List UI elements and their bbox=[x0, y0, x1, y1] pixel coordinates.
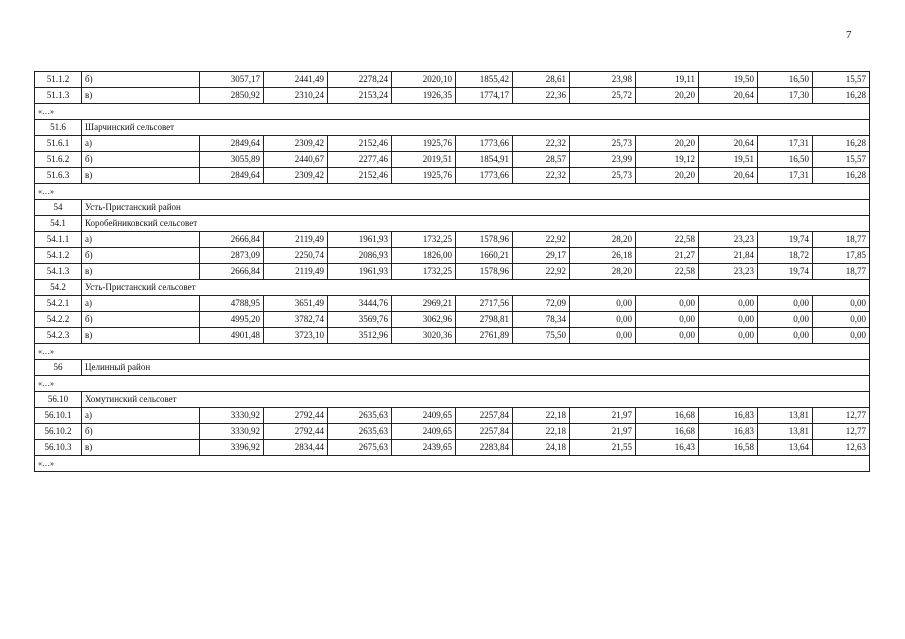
row-label: б) bbox=[82, 248, 200, 264]
value-cell: 2666,84 bbox=[200, 232, 264, 248]
value-cell: 16,28 bbox=[813, 136, 870, 152]
value-cell: 15,57 bbox=[813, 72, 870, 88]
value-cell: 16,83 bbox=[699, 424, 758, 440]
value-cell: 22,32 bbox=[513, 168, 570, 184]
value-cell: 28,20 bbox=[570, 232, 636, 248]
value-cell: 20,64 bbox=[699, 88, 758, 104]
value-cell: 2850,92 bbox=[200, 88, 264, 104]
table-row bbox=[35, 72, 870, 88]
value-cell: 13,81 bbox=[758, 424, 813, 440]
value-cell: 22,18 bbox=[513, 408, 570, 424]
value-cell: 16,50 bbox=[758, 152, 813, 168]
table-row bbox=[35, 408, 870, 424]
row-code: 56.10.3 bbox=[35, 440, 82, 456]
value-cell: 20,20 bbox=[636, 88, 699, 104]
value-cell: 19,12 bbox=[636, 152, 699, 168]
value-cell: 2250,74 bbox=[264, 248, 328, 264]
section-name: Усть-Пристанский район bbox=[82, 200, 870, 216]
value-cell: 2792,44 bbox=[264, 424, 328, 440]
table-row bbox=[35, 248, 870, 264]
value-cell: 18,77 bbox=[813, 264, 870, 280]
value-cell: 3723,10 bbox=[264, 328, 328, 344]
ellipsis-row bbox=[35, 456, 870, 472]
page-number: 7 bbox=[846, 29, 852, 41]
value-cell: 2019,51 bbox=[392, 152, 456, 168]
row-label: в) bbox=[82, 440, 200, 456]
value-cell: 3512,96 bbox=[328, 328, 392, 344]
table-row bbox=[35, 136, 870, 152]
value-cell: 23,23 bbox=[699, 264, 758, 280]
value-cell: 21,84 bbox=[699, 248, 758, 264]
row-label: а) bbox=[82, 408, 200, 424]
section-name: Коробейниковский сельсовет bbox=[82, 216, 870, 232]
row-label: в) bbox=[82, 168, 200, 184]
value-cell: 1773,66 bbox=[456, 136, 513, 152]
section-name: Усть-Пристанский сельсовет bbox=[82, 280, 870, 296]
value-cell: 2409,65 bbox=[392, 424, 456, 440]
value-cell: 13,64 bbox=[758, 440, 813, 456]
value-cell: 25,72 bbox=[570, 88, 636, 104]
value-cell: 3396,92 bbox=[200, 440, 264, 456]
value-cell: 0,00 bbox=[813, 328, 870, 344]
value-cell: 2152,46 bbox=[328, 168, 392, 184]
omission-marker: «…» bbox=[35, 456, 870, 472]
value-cell: 1774,17 bbox=[456, 88, 513, 104]
value-cell: 23,98 bbox=[570, 72, 636, 88]
value-cell: 28,57 bbox=[513, 152, 570, 168]
value-cell: 16,50 bbox=[758, 72, 813, 88]
value-cell: 3782,74 bbox=[264, 312, 328, 328]
value-cell: 2798,81 bbox=[456, 312, 513, 328]
ellipsis-row bbox=[35, 344, 870, 360]
value-cell: 17,31 bbox=[758, 168, 813, 184]
ellipsis-row bbox=[35, 104, 870, 120]
row-label: б) bbox=[82, 152, 200, 168]
value-cell: 2666,84 bbox=[200, 264, 264, 280]
value-cell: 0,00 bbox=[813, 312, 870, 328]
value-cell: 0,00 bbox=[636, 328, 699, 344]
value-cell: 3020,36 bbox=[392, 328, 456, 344]
value-cell: 20,20 bbox=[636, 136, 699, 152]
value-cell: 12,77 bbox=[813, 408, 870, 424]
row-label: а) bbox=[82, 136, 200, 152]
value-cell: 16,83 bbox=[699, 408, 758, 424]
table-row bbox=[35, 328, 870, 344]
value-cell: 1926,35 bbox=[392, 88, 456, 104]
row-code: 51.6.3 bbox=[35, 168, 82, 184]
value-cell: 4995,20 bbox=[200, 312, 264, 328]
section-code: 54 bbox=[35, 200, 82, 216]
value-cell: 28,61 bbox=[513, 72, 570, 88]
value-cell: 0,00 bbox=[570, 328, 636, 344]
value-cell: 78,34 bbox=[513, 312, 570, 328]
ellipsis-row bbox=[35, 376, 870, 392]
value-cell: 21,55 bbox=[570, 440, 636, 456]
value-cell: 13,81 bbox=[758, 408, 813, 424]
value-cell: 23,23 bbox=[699, 232, 758, 248]
value-cell: 2761,89 bbox=[456, 328, 513, 344]
value-cell: 1578,96 bbox=[456, 264, 513, 280]
value-cell: 2278,24 bbox=[328, 72, 392, 88]
value-cell: 0,00 bbox=[570, 312, 636, 328]
row-label: в) bbox=[82, 88, 200, 104]
value-cell: 2277,46 bbox=[328, 152, 392, 168]
value-cell: 2635,63 bbox=[328, 424, 392, 440]
value-cell: 25,73 bbox=[570, 168, 636, 184]
table-row bbox=[35, 312, 870, 328]
row-code: 54.1.2 bbox=[35, 248, 82, 264]
value-cell: 3569,76 bbox=[328, 312, 392, 328]
value-cell: 2439,65 bbox=[392, 440, 456, 456]
value-cell: 0,00 bbox=[758, 328, 813, 344]
section-row bbox=[35, 120, 870, 136]
value-cell: 20,20 bbox=[636, 168, 699, 184]
row-label: б) bbox=[82, 72, 200, 88]
section-name: Целинный район bbox=[82, 360, 870, 376]
value-cell: 0,00 bbox=[699, 312, 758, 328]
value-cell: 3444,76 bbox=[328, 296, 392, 312]
value-cell: 18,72 bbox=[758, 248, 813, 264]
value-cell: 2257,84 bbox=[456, 424, 513, 440]
row-code: 51.1.3 bbox=[35, 88, 82, 104]
value-cell: 19,11 bbox=[636, 72, 699, 88]
row-label: в) bbox=[82, 328, 200, 344]
value-cell: 2849,64 bbox=[200, 136, 264, 152]
table-row bbox=[35, 264, 870, 280]
row-label: б) bbox=[82, 424, 200, 440]
value-cell: 1732,25 bbox=[392, 232, 456, 248]
value-cell: 2310,24 bbox=[264, 88, 328, 104]
value-cell: 2020,10 bbox=[392, 72, 456, 88]
value-cell: 22,32 bbox=[513, 136, 570, 152]
value-cell: 2441,49 bbox=[264, 72, 328, 88]
value-cell: 3062,96 bbox=[392, 312, 456, 328]
value-cell: 0,00 bbox=[636, 296, 699, 312]
value-cell: 17,85 bbox=[813, 248, 870, 264]
value-cell: 29,17 bbox=[513, 248, 570, 264]
value-cell: 2849,64 bbox=[200, 168, 264, 184]
value-cell: 1961,93 bbox=[328, 264, 392, 280]
section-code: 56 bbox=[35, 360, 82, 376]
value-cell: 28,20 bbox=[570, 264, 636, 280]
row-code: 51.6.2 bbox=[35, 152, 82, 168]
value-cell: 16,68 bbox=[636, 408, 699, 424]
section-code: 54.1 bbox=[35, 216, 82, 232]
value-cell: 26,18 bbox=[570, 248, 636, 264]
row-code: 51.1.2 bbox=[35, 72, 82, 88]
section-row bbox=[35, 200, 870, 216]
value-cell: 1732,25 bbox=[392, 264, 456, 280]
value-cell: 12,63 bbox=[813, 440, 870, 456]
omission-marker: «…» bbox=[35, 184, 870, 200]
value-cell: 2969,21 bbox=[392, 296, 456, 312]
value-cell: 22,92 bbox=[513, 264, 570, 280]
value-cell: 1826,00 bbox=[392, 248, 456, 264]
omission-marker: «…» bbox=[35, 344, 870, 360]
value-cell: 2119,49 bbox=[264, 264, 328, 280]
table-row bbox=[35, 424, 870, 440]
value-cell: 4901,48 bbox=[200, 328, 264, 344]
value-cell: 2283,84 bbox=[456, 440, 513, 456]
row-code: 54.1.1 bbox=[35, 232, 82, 248]
table-row bbox=[35, 440, 870, 456]
value-cell: 0,00 bbox=[570, 296, 636, 312]
value-cell: 1961,93 bbox=[328, 232, 392, 248]
value-cell: 2257,84 bbox=[456, 408, 513, 424]
section-row bbox=[35, 216, 870, 232]
value-cell: 22,58 bbox=[636, 264, 699, 280]
value-cell: 2153,24 bbox=[328, 88, 392, 104]
value-cell: 21,97 bbox=[570, 424, 636, 440]
value-cell: 20,64 bbox=[699, 136, 758, 152]
value-cell: 17,30 bbox=[758, 88, 813, 104]
value-cell: 2409,65 bbox=[392, 408, 456, 424]
row-label: а) bbox=[82, 296, 200, 312]
table-row bbox=[35, 232, 870, 248]
value-cell: 19,74 bbox=[758, 232, 813, 248]
value-cell: 1925,76 bbox=[392, 168, 456, 184]
value-cell: 16,43 bbox=[636, 440, 699, 456]
value-cell: 4788,95 bbox=[200, 296, 264, 312]
section-name: Шарчинский сельсовет bbox=[82, 120, 870, 136]
value-cell: 1578,96 bbox=[456, 232, 513, 248]
value-cell: 0,00 bbox=[758, 312, 813, 328]
value-cell: 17,31 bbox=[758, 136, 813, 152]
value-cell: 2635,63 bbox=[328, 408, 392, 424]
value-cell: 21,97 bbox=[570, 408, 636, 424]
row-code: 54.2.1 bbox=[35, 296, 82, 312]
value-cell: 19,74 bbox=[758, 264, 813, 280]
value-cell: 22,58 bbox=[636, 232, 699, 248]
row-code: 54.2.3 bbox=[35, 328, 82, 344]
value-cell: 2717,56 bbox=[456, 296, 513, 312]
value-cell: 22,36 bbox=[513, 88, 570, 104]
value-cell: 18,77 bbox=[813, 232, 870, 248]
value-cell: 23,99 bbox=[570, 152, 636, 168]
section-row bbox=[35, 280, 870, 296]
value-cell: 1855,42 bbox=[456, 72, 513, 88]
ellipsis-row bbox=[35, 184, 870, 200]
value-cell: 1773,66 bbox=[456, 168, 513, 184]
section-code: 51.6 bbox=[35, 120, 82, 136]
tariff-table bbox=[34, 71, 870, 472]
value-cell: 0,00 bbox=[813, 296, 870, 312]
value-cell: 19,50 bbox=[699, 72, 758, 88]
value-cell: 16,28 bbox=[813, 88, 870, 104]
value-cell: 15,57 bbox=[813, 152, 870, 168]
value-cell: 2675,63 bbox=[328, 440, 392, 456]
value-cell: 20,64 bbox=[699, 168, 758, 184]
table-body bbox=[35, 72, 870, 472]
value-cell: 16,58 bbox=[699, 440, 758, 456]
value-cell: 1854,91 bbox=[456, 152, 513, 168]
value-cell: 16,68 bbox=[636, 424, 699, 440]
value-cell: 2119,49 bbox=[264, 232, 328, 248]
value-cell: 1660,21 bbox=[456, 248, 513, 264]
value-cell: 3057,17 bbox=[200, 72, 264, 88]
value-cell: 19,51 bbox=[699, 152, 758, 168]
value-cell: 72,09 bbox=[513, 296, 570, 312]
row-code: 51.6.1 bbox=[35, 136, 82, 152]
value-cell: 2792,44 bbox=[264, 408, 328, 424]
section-code: 54.2 bbox=[35, 280, 82, 296]
row-code: 56.10.2 bbox=[35, 424, 82, 440]
row-code: 54.1.3 bbox=[35, 264, 82, 280]
section-name: Хомутинский сельсовет bbox=[82, 392, 870, 408]
value-cell: 25,73 bbox=[570, 136, 636, 152]
value-cell: 0,00 bbox=[699, 296, 758, 312]
value-cell: 2440,67 bbox=[264, 152, 328, 168]
section-row bbox=[35, 392, 870, 408]
section-code: 56.10 bbox=[35, 392, 82, 408]
value-cell: 3330,92 bbox=[200, 408, 264, 424]
value-cell: 2152,46 bbox=[328, 136, 392, 152]
value-cell: 0,00 bbox=[758, 296, 813, 312]
row-label: в) bbox=[82, 264, 200, 280]
value-cell: 2309,42 bbox=[264, 168, 328, 184]
value-cell: 2834,44 bbox=[264, 440, 328, 456]
value-cell: 1925,76 bbox=[392, 136, 456, 152]
value-cell: 2309,42 bbox=[264, 136, 328, 152]
table-row bbox=[35, 152, 870, 168]
value-cell: 0,00 bbox=[699, 328, 758, 344]
row-label: б) bbox=[82, 312, 200, 328]
value-cell: 3330,92 bbox=[200, 424, 264, 440]
row-code: 54.2.2 bbox=[35, 312, 82, 328]
table-row bbox=[35, 296, 870, 312]
value-cell: 16,28 bbox=[813, 168, 870, 184]
value-cell: 75,50 bbox=[513, 328, 570, 344]
value-cell: 12,77 bbox=[813, 424, 870, 440]
value-cell: 24,18 bbox=[513, 440, 570, 456]
omission-marker: «…» bbox=[35, 104, 870, 120]
value-cell: 3651,49 bbox=[264, 296, 328, 312]
row-label: а) bbox=[82, 232, 200, 248]
table-row bbox=[35, 88, 870, 104]
section-row bbox=[35, 360, 870, 376]
value-cell: 0,00 bbox=[636, 312, 699, 328]
row-code: 56.10.1 bbox=[35, 408, 82, 424]
value-cell: 21,27 bbox=[636, 248, 699, 264]
value-cell: 3055,89 bbox=[200, 152, 264, 168]
value-cell: 22,18 bbox=[513, 424, 570, 440]
value-cell: 22,92 bbox=[513, 232, 570, 248]
value-cell: 2086,93 bbox=[328, 248, 392, 264]
table-row bbox=[35, 168, 870, 184]
value-cell: 2873,09 bbox=[200, 248, 264, 264]
omission-marker: «…» bbox=[35, 376, 870, 392]
